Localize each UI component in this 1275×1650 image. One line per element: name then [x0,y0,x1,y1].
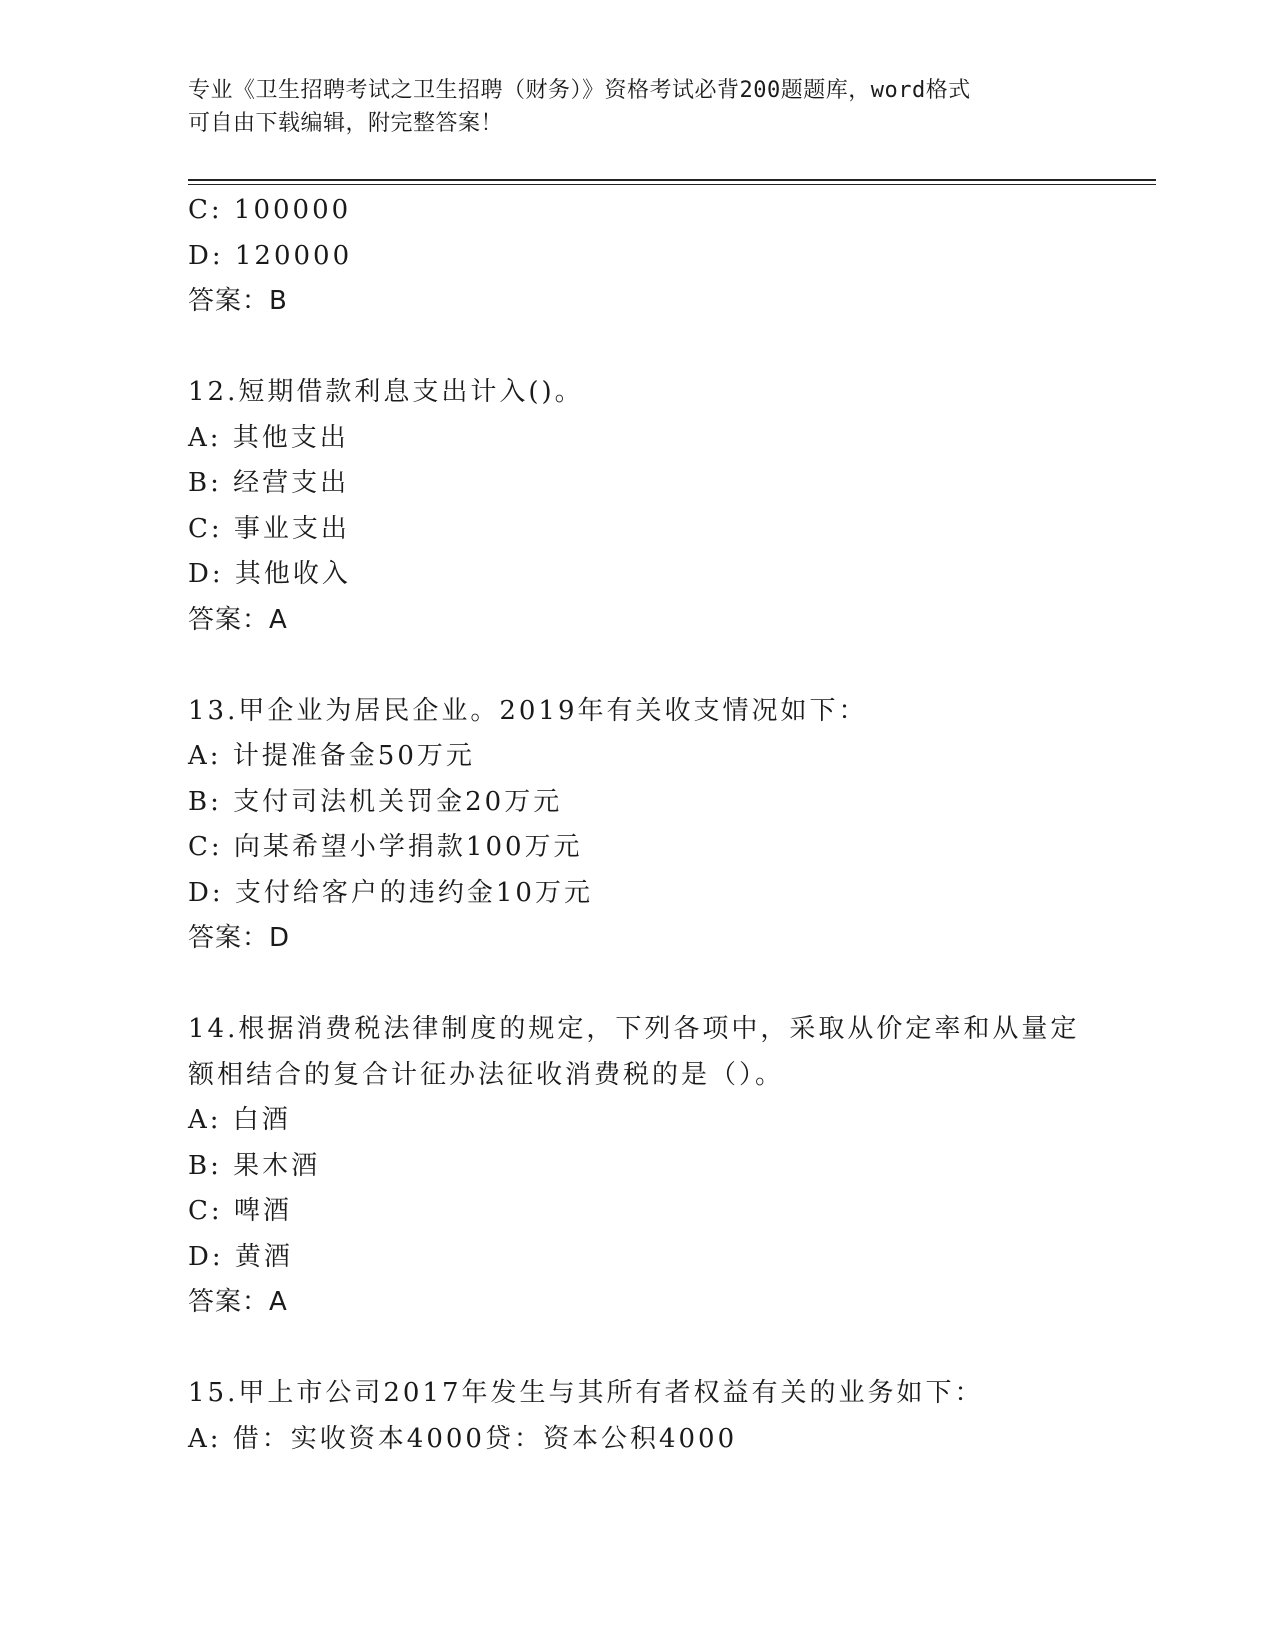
option-a: A: 借：实收资本4000贷：资本公积4000 [188,1423,738,1454]
question-15 [188,1371,1128,1462]
option-c: C: 100000 [188,195,352,225]
document-header [188,74,1068,140]
option-b: B: 支付司法机关罚金20万元 [188,786,563,817]
option-c: C: 向某希望小学捐款100万元 [188,832,583,862]
header-line-1: 专业《卫生招聘考试之卫生招聘（财务）》资格考试必背200题题库，word格式 [188,78,971,103]
question-14 [188,1007,1128,1326]
spacer [188,962,1128,1008]
question-stem: 13.甲企业为居民企业。2019年有关收支情况如下： [188,695,868,726]
option-a: A: 其他支出 [188,422,349,453]
option-a: A: 计提准备金50万元 [188,741,475,771]
header-rule-thin [188,184,1156,185]
option-d: D: 其他收入 [188,559,351,589]
question-stem: 12.短期借款利息支出计入()。 [188,377,584,407]
answer-line: 答案：D [188,923,291,953]
option-d: D: 120000 [188,240,353,271]
header-rule-thick [188,179,1156,181]
option-c: C: 事业支出 [188,513,350,544]
option-d: D: 支付给客户的违约金10万元 [188,877,593,908]
answer-line: 答案：B [188,286,288,316]
question-13 [188,689,1128,962]
header-line-2: 可自由下载编辑，附完整答案！ [188,111,504,136]
spacer [188,1326,1128,1372]
spacer [188,643,1128,689]
answer-line: 答案：A [188,1287,288,1317]
option-a: A: 白酒 [188,1105,291,1135]
question-12 [188,370,1128,643]
spacer [188,325,1128,371]
question-stem-line-2: 额相结合的复合计征办法征收消费税的是（）。 [188,1059,785,1090]
option-b: B: 果木酒 [188,1150,321,1181]
option-c: C: 啤酒 [188,1196,292,1226]
previous-question-tail [188,188,1128,325]
answer-line: 答案：A [188,604,288,635]
option-d: D: 黄酒 [188,1241,293,1272]
question-stem: 15.甲上市公司2017年发生与其所有者权益有关的业务如下： [188,1378,984,1408]
question-stem-line-1: 14.根据消费税法律制度的规定，下列各项中，采取从价定率和从量定 [188,1014,1080,1044]
question-list [188,188,1128,1462]
option-b: B: 经营支出 [188,468,350,498]
